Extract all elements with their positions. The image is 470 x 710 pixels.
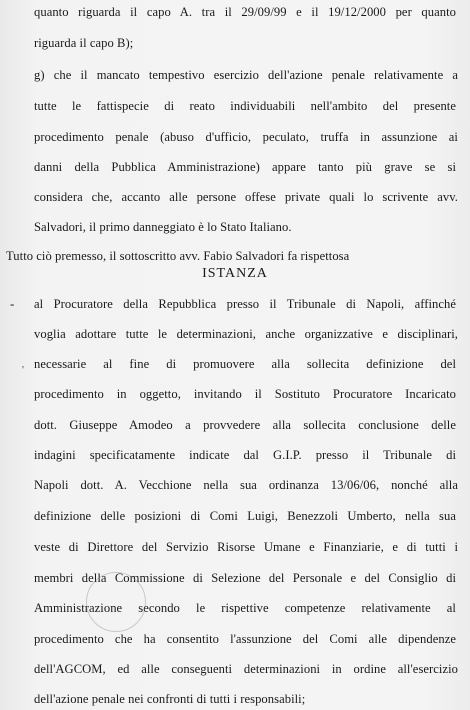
text-line: considera che, accanto alle persone offese private quali lo scrivente avv. xyxy=(34,190,458,204)
text-line: Tutto ciò premesso, il sottoscritto avv. Fabio Salvadori fa rispettosa xyxy=(6,249,350,263)
text-line: procedimento che ha consentito l'assunzione del Comi alle dipendenze xyxy=(34,632,456,646)
margin-mark: ' xyxy=(22,364,24,376)
text-line: definizione delle posizioni di Comi Luigi, Benezzoli Umberto, nella sua xyxy=(34,509,456,523)
text-line: indagini specificatamente indicate dal G.I.P. presso il Tribunale di xyxy=(34,448,456,462)
text-line: dell'azione penale nei confronti di tutti i responsabili; xyxy=(34,692,306,706)
text-line: riguarda il capo B); xyxy=(34,36,134,50)
text-line: g) che il mancato tempestivo esercizio dell'azione penale relativamente a xyxy=(34,68,458,82)
list-dash: - xyxy=(10,296,15,311)
faint-stamp-mark xyxy=(86,572,146,632)
text-line: Napoli dott. A. Vecchione nella sua ordinanza 13/06/06, nonché alla xyxy=(34,478,458,492)
text-line: voglia adottare tutte le determinazioni, anche organizzative e disciplinari, xyxy=(34,327,458,341)
text-line: procedimento in oggetto, invitando il Sostituto Procuratore Incaricato xyxy=(34,387,456,401)
text-line: al Procuratore della Repubblica presso il Tribunale di Napoli, affinché xyxy=(34,297,456,311)
text-line: tutte le fattispecie di reato individuabili nell'ambito del presente xyxy=(34,99,456,113)
text-line: danni della Pubblica Amministrazione) appare tanto più grave se si xyxy=(34,160,456,174)
text-line: Salvadori, il primo danneggiato è lo Stato Italiano. xyxy=(34,220,292,234)
text-line: procedimento penale (abuso d'ufficio, peculato, truffa in assunzione ai xyxy=(34,130,458,144)
section-heading: ISTANZA xyxy=(202,266,268,281)
text-line: quanto riguarda il capo A. tra il 29/09/99 e il 19/12/2000 per quanto xyxy=(34,5,456,19)
text-line: dott. Giuseppe Amodeo a provvedere alla sollecita conclusione delle xyxy=(34,418,456,432)
text-line: Amministrazione secondo le rispettive competenze relativamente al xyxy=(34,601,456,615)
text-line: necessarie al fine di promuovere alla sollecita definizione del xyxy=(34,357,456,371)
text-line: veste di Direttore del Servizio Risorse Umane e Finanziarie, e di tutti i xyxy=(34,540,458,554)
text-line: membri della Commissione di Selezione del Personale e del Consiglio di xyxy=(34,571,456,585)
text-line: dell'AGCOM, ed alle conseguenti determinazioni in ordine all'esercizio xyxy=(34,662,458,676)
